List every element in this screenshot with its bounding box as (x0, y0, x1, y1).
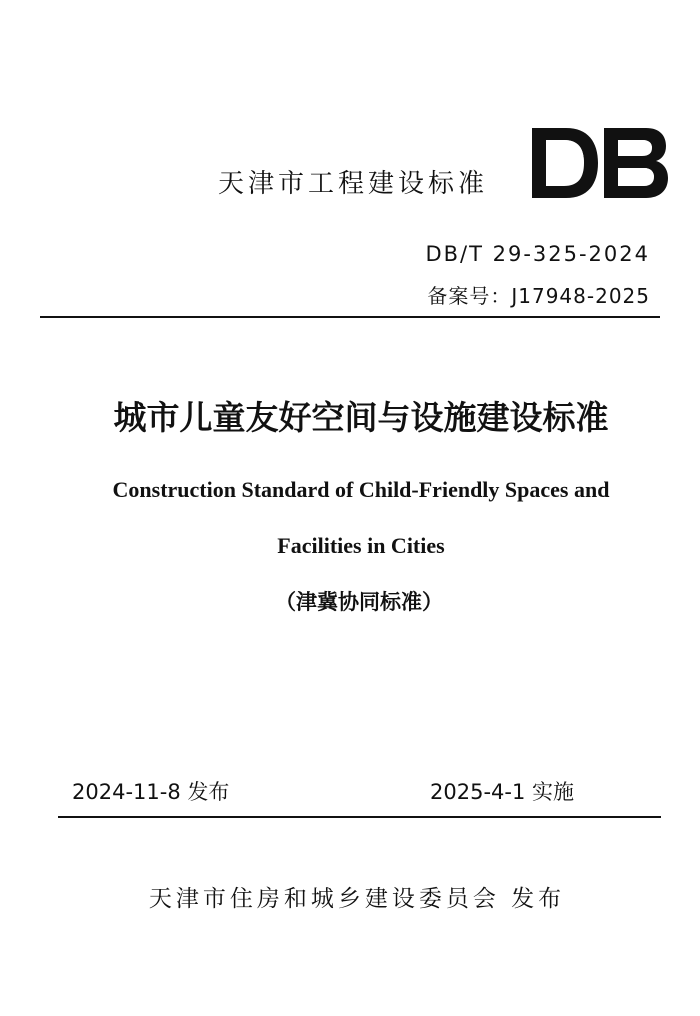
db-logo (528, 124, 670, 202)
release-date: 2024-11-8 发布 (72, 780, 230, 804)
title-english-line2: Facilities in Cities (277, 533, 445, 558)
standard-category: 天津市工程建设标准 (218, 169, 489, 199)
filing-number: 备案号：J17948-2025 (427, 284, 650, 308)
divider-bottom (58, 816, 661, 818)
divider-top (40, 316, 660, 318)
title-note: （津冀协同标准） (275, 589, 443, 614)
db-logo-b (604, 128, 668, 198)
effective-date: 2025-4-1 实施 (430, 780, 574, 804)
publisher: 天津市住房和城乡建设委员会 发布 (148, 886, 566, 912)
db-logo-d (532, 128, 598, 198)
title-english-line1: Construction Standard of Child-Friendly Spaces and (112, 477, 610, 502)
standard-number: DB/T 29-325-2024 (425, 242, 650, 266)
title-chinese: 城市儿童友好空间与设施建设标准 (113, 398, 609, 437)
